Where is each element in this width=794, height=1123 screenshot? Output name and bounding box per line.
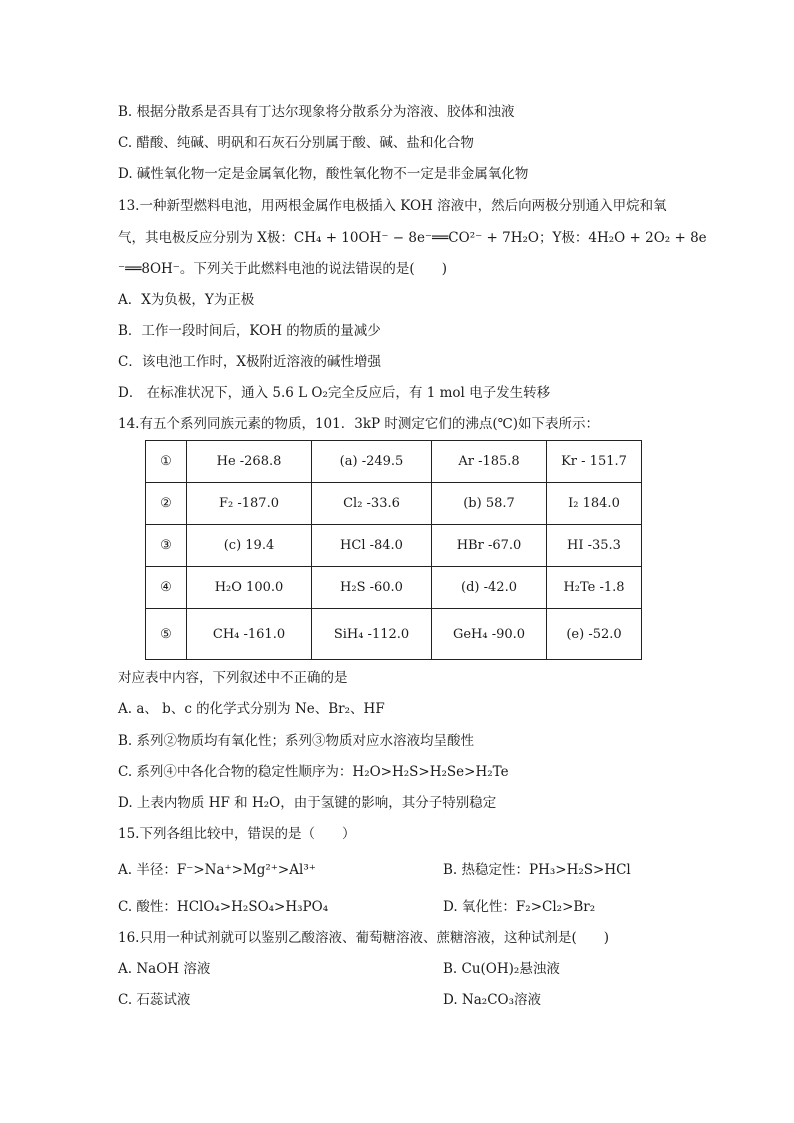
table-cell: SiH₄ -112.0 bbox=[312, 609, 432, 660]
q12-option-c: C. 醋酸、纯碱、明矾和石灰石分别属于酸、碱、盐和化合物 bbox=[118, 135, 474, 151]
table-cell: HI -35.3 bbox=[547, 525, 642, 567]
q13-stem-line3: ⁻══8OH⁻。下列关于此燃料电池的说法错误的是( ) bbox=[118, 261, 447, 277]
q15-option-a: A. 半径：F⁻>Na⁺>Mg²⁺>Al³⁺ bbox=[118, 862, 316, 878]
q14-option-c: C. 系列④中各化合物的稳定性顺序为：H₂O>H₂S>H₂Se>H₂Te bbox=[118, 764, 509, 780]
table-cell: ③ bbox=[146, 525, 187, 567]
q13-stem-line1: 13.一种新型燃料电池，用两根金属作电极插入 KOH 溶液中，然后向两极分别通入甲烷和氧 bbox=[118, 198, 667, 214]
table-cell: F₂ -187.0 bbox=[187, 483, 312, 525]
table-cell: GeH₄ -90.0 bbox=[432, 609, 547, 660]
table-cell: CH₄ -161.0 bbox=[187, 609, 312, 660]
q16-option-b: B. Cu(OH)₂悬浊液 bbox=[443, 961, 560, 977]
table-cell: ⑤ bbox=[146, 609, 187, 660]
q16-stem: 16.只用一种试剂就可以鉴别乙酸溶液、葡萄糖溶液、蔗糖溶液，这种试剂是( ) bbox=[118, 930, 610, 946]
q15-option-b: B. 热稳定性：PH₃>H₂S>HCl bbox=[443, 862, 631, 878]
q14-after-table: 对应表中内容，下列叙述中不正确的是 bbox=[118, 670, 348, 686]
table-row bbox=[146, 525, 642, 567]
q15-option-d: D. 氧化性：F₂>Cl₂>Br₂ bbox=[443, 899, 596, 915]
table-cell: (b) 58.7 bbox=[432, 483, 547, 525]
table-row bbox=[146, 441, 642, 483]
table-cell: I₂ 184.0 bbox=[547, 483, 642, 525]
q13-option-a: A．X为负极，Y为正极 bbox=[118, 292, 255, 308]
table-cell: (e) -52.0 bbox=[547, 609, 642, 660]
table-cell: HBr -67.0 bbox=[432, 525, 547, 567]
table-cell: He -268.8 bbox=[187, 441, 312, 483]
table-cell: H₂S -60.0 bbox=[312, 567, 432, 609]
table-row bbox=[146, 567, 642, 609]
q16-option-a: A. NaOH 溶液 bbox=[118, 961, 211, 977]
table-cell: ① bbox=[146, 441, 187, 483]
table-cell: (a) -249.5 bbox=[312, 441, 432, 483]
q13-option-b: B．工作一段时间后，KOH 的物质的量减少 bbox=[118, 323, 381, 339]
q13-option-d: D． 在标准状况下，通入 5.6 L O₂完全反应后，有 1 mol 电子发生转移 bbox=[118, 385, 551, 401]
table-cell: Ar -185.8 bbox=[432, 441, 547, 483]
q13-stem-line2: 气，其电极反应分别为 X极：CH₄ + 10OH⁻ − 8e⁻══CO²⁻ + 7H₂O；Y极：4H₂O + 2O₂ + 8e bbox=[118, 230, 707, 246]
boiling-point-table bbox=[145, 440, 642, 660]
table-cell: H₂Te -1.8 bbox=[547, 567, 642, 609]
table-cell: H₂O 100.0 bbox=[187, 567, 312, 609]
table-row bbox=[146, 483, 642, 525]
q16-option-d: D. Na₂CO₃溶液 bbox=[443, 992, 542, 1008]
table-cell: (d) -42.0 bbox=[432, 567, 547, 609]
q13-option-c: C．该电池工作时，X极附近溶液的碱性增强 bbox=[118, 354, 381, 370]
table-cell: ② bbox=[146, 483, 187, 525]
table-cell: Kr - 151.7 bbox=[547, 441, 642, 483]
table-cell: ④ bbox=[146, 567, 187, 609]
table-row bbox=[146, 609, 642, 660]
table-cell: (c) 19.4 bbox=[187, 525, 312, 567]
q15-stem: 15.下列各组比较中，错误的是（ ） bbox=[118, 826, 356, 842]
q14-stem: 14.有五个系列同族元素的物质，101．3kP 时测定它们的沸点(℃)如下表所示： bbox=[118, 416, 600, 432]
q15-option-c: C. 酸性：HClO₄>H₂SO₄>H₃PO₄ bbox=[118, 899, 329, 915]
q14-option-a: A. a、 b、c 的化学式分别为 Ne、Br₂、HF bbox=[118, 701, 385, 717]
table-cell: HCl -84.0 bbox=[312, 525, 432, 567]
q16-option-c: C. 石蕊试液 bbox=[118, 992, 191, 1008]
q12-option-d: D. 碱性氧化物一定是金属氧化物，酸性氧化物不一定是非金属氧化物 bbox=[118, 166, 529, 182]
q14-option-b: B. 系列②物质均有氧化性；系列③物质对应水溶液均呈酸性 bbox=[118, 733, 475, 749]
q12-option-b: B. 根据分散系是否具有丁达尔现象将分散系分为溶液、胶体和浊液 bbox=[118, 104, 515, 120]
table-cell: Cl₂ -33.6 bbox=[312, 483, 432, 525]
q14-option-d: D. 上表内物质 HF 和 H₂O，由于氢键的影响，其分子特别稳定 bbox=[118, 795, 497, 811]
